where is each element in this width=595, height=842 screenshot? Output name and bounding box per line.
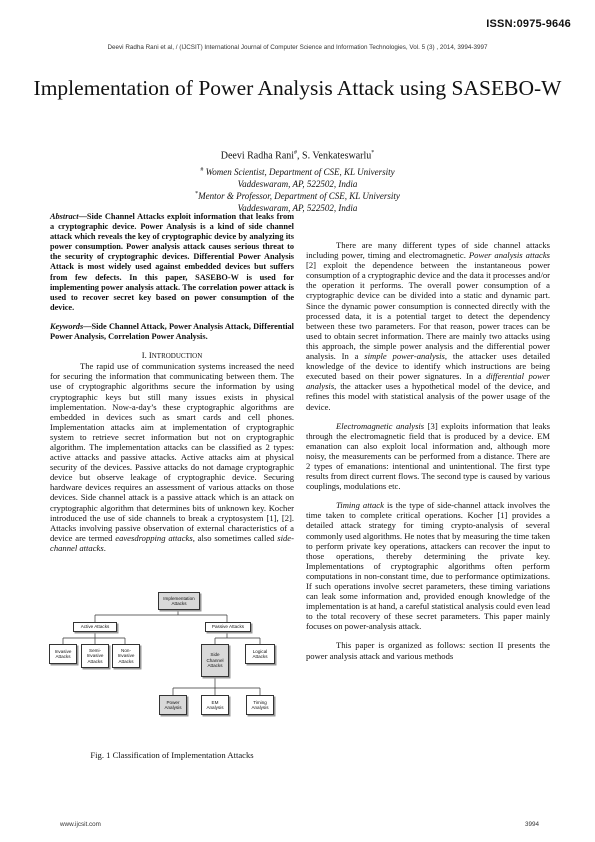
right-p1-text-b: [2] exploit the dependence between the instantaneous power consumption of a cryptographic device and the data it processes and/or the operation it performs. The overall power consumption of a cryptographic device can be divided into a static and dynamic part. Since the dynamic power consumption is connected directly with the processed data, it is a potential target to detect the dependency between these two parameters. For that reason, power traces can be used to obtain secret information. There are mainly two attacks using this approach, the simple power analysis and the differential power analysis. In a [306, 260, 550, 362]
author-2-marker: * [371, 150, 375, 156]
author-2: S. Venkateswarlu [302, 150, 372, 162]
paper-title: Implementation of Power Analysis Attack using SASEBO-W [33, 76, 562, 100]
footer-website: www.ijcsit.com [60, 821, 101, 828]
diagram-node-invasive: Invasive Attacks [49, 644, 77, 664]
author-1-marker: # [294, 150, 298, 156]
right-p1-emphasis-spa: simple power-analysis [364, 351, 445, 362]
diagram-connectors [55, 592, 295, 747]
right-paragraph-4: This paper is organized as follows: section II presents the power analysis attack and various methods [306, 640, 550, 661]
author-1: Deevi Radha Rani [220, 150, 295, 162]
section-heading-first: I. I [141, 350, 152, 361]
right-p1-text-a: There are many different types of side channel attacks including power, timing and electromagnetic. [306, 240, 550, 261]
figure-1-diagram [55, 592, 295, 747]
section-heading-rest: NTRODUCTION [151, 352, 203, 361]
author-list [0, 150, 595, 161]
affiliation-2-line1: Mentor & Professor, Department of CSE, KL University [198, 191, 400, 201]
diagram-node-non-invasive: Non-Invasive Attacks [112, 644, 140, 668]
intro-emphasis-side-channel: side-channel attacks [50, 532, 294, 553]
intro-emphasis-eavesdropping: eavesdropping attacks [115, 532, 193, 543]
intro-paragraph [50, 361, 294, 553]
right-paragraph-1 [306, 240, 550, 412]
diagram-node-em-analysis: EM Analysis [201, 695, 229, 715]
right-p3-text: is the type of side-channel attack involves the time taken to complete critical operations. Kocher [1] provides a detailed attack strategy for timing crypto-analysis of several commonly used algorithms. He notes that by measuring the time taken to perform private key operations, attackers can recover the input to those operations, thereby determining the private key. Implementations of cryptographic algorithms often perform computations in non-constant time, due to performance optimizations. If such operations involve secret parameters, these timing variations can leak some information and, provided enough knowledge of the implementation is at hand, a careful statistical analysis could even lead to the total recovery of these secret parameters. This paper mainly focuses on power-analysis attack. [306, 500, 550, 632]
keywords [50, 322, 294, 342]
intro-text-b: , also sometimes called [192, 532, 278, 543]
affiliation-2-marker: * [195, 191, 199, 197]
right-p1-text-c: , the attacker uses detailed knowledge of the device to identify which instructions are being executed based on their power signatures. In a [306, 351, 550, 382]
affiliation-1 [0, 165, 595, 190]
left-column [50, 212, 294, 553]
author-separator: , [297, 150, 303, 162]
abstract-label: Abstract [50, 212, 79, 221]
right-p2-text: [3] exploits information that leaks through the electromagnetic field that is produced by a device. EM emanation can also exploit local information and, although more noisy, the measurements can be performed from a distance. There are 2 types of emanations: intentional and unintentional. The first type results from direct current flows. The second type is caused by various couplings, modulations etc. [306, 420, 551, 492]
figure-1-caption: Fig. 1 Classification of Implementation Attacks [90, 750, 254, 760]
right-p3-emphasis-timing-attack: Timing attack [336, 500, 384, 511]
affiliation-1-marker: # [200, 167, 204, 173]
abstract-text: —Side Channel Attacks exploit information that leaks from a cryptographic device. Power Analysis is a kind of side channel attack which reveals the key of cryptographic device by analyzing its power consumption. Power analysis attack causes serious threat to the security of cryptographic devices. Differential Power Analysis Attack is most widely used against embedded devices but suffers from few defects. In this paper, SASEBO-W is used for implementing power analysis attack. The correlation power attack is used to recover secret key based on power consumption of the device. [50, 212, 294, 312]
intro-text-a: The rapid use of communication systems increased the need for securing the information that communicating between them. The use of cryptographic algorithms secure the information by using cryptographic keys but still many issues exists in physical implementation. Now-a-day’s these cryptographic algorithms are embedded in devices such as smart cards and cell phones. Implementation attacks aim at implementation of cryptographic system to retrieve secret information but not on cryptographic algorithm. The implementation attacks can be classified as 2 types: active attacks and passive attacks. Active attacks aim at physical security of the devices. Passive attacks do not damage cryptographic device but observe leakage of cryptographic device. Securing hardware devices requires an assessment of various attacks on those devices. Side channel attack is a passive attack which is an attack on cryptographic algorithm that determines bits of unknown key. Kocher introduced the use of side channels to break a cryptosystem [1], [2]. Attacks involving passive observation of external characteristics of a device are termed [50, 361, 294, 543]
keywords-text: —Side Channel Attack, Power Analysis Attack, Differential Power Analysis, Correlation Power Analysis. [50, 321, 294, 342]
right-paragraph-3 [306, 500, 550, 631]
right-p1-text-d: , the attacker uses a hypothetical model of the device, and refines this model with statistical analysis of the power usage of the device. [306, 381, 550, 412]
affiliation-1-line2: Vaddeswaram, AP, 522502, India [237, 178, 358, 189]
intro-text-c: . [103, 542, 106, 553]
diagram-node-side-channel: Side Channel Attacks [201, 644, 229, 677]
right-column [306, 240, 550, 661]
diagram-node-logical: Logical Attacks [245, 644, 275, 664]
keywords-label: Keywords [50, 321, 84, 331]
diagram-node-passive-attacks: Passive Attacks [205, 622, 251, 632]
affiliation-2-line2: Vaddeswaram, AP, 522502, India [237, 202, 358, 213]
right-p1-emphasis-dpa: differential power analysis [306, 371, 550, 392]
footer-page-number: 3994 [524, 821, 539, 828]
right-p2-emphasis-em-analysis: Electromagnetic analysis [336, 420, 425, 431]
diagram-node-semi-invasive: Semi-Invasive Attacks [81, 644, 109, 668]
diagram-node-timing-analysis: Timing Analysis [246, 695, 274, 715]
right-paragraph-2 [306, 421, 550, 492]
section-heading-introduction [50, 350, 294, 361]
diagram-node-implementation-attacks: Implementation Attacks [158, 592, 200, 610]
diagram-node-active-attacks: Active Attacks [73, 622, 117, 632]
abstract [50, 212, 294, 313]
affiliation-1-line1: Women Scientist, Department of CSE, KL University [203, 167, 395, 177]
right-p1-emphasis-power-analysis: Power analysis attacks [468, 250, 550, 261]
diagram-node-power-analysis: Power Analysis [159, 695, 187, 715]
issn-label: ISSN:0975-9646 [486, 18, 571, 30]
affiliation-2 [0, 189, 595, 214]
journal-citation-header: Deevi Radha Rani et al, / (IJCSIT) International Journal of Computer Science and Information Technologies, Vol. 5 (3) , 2014, 3994-3997 [107, 44, 488, 51]
